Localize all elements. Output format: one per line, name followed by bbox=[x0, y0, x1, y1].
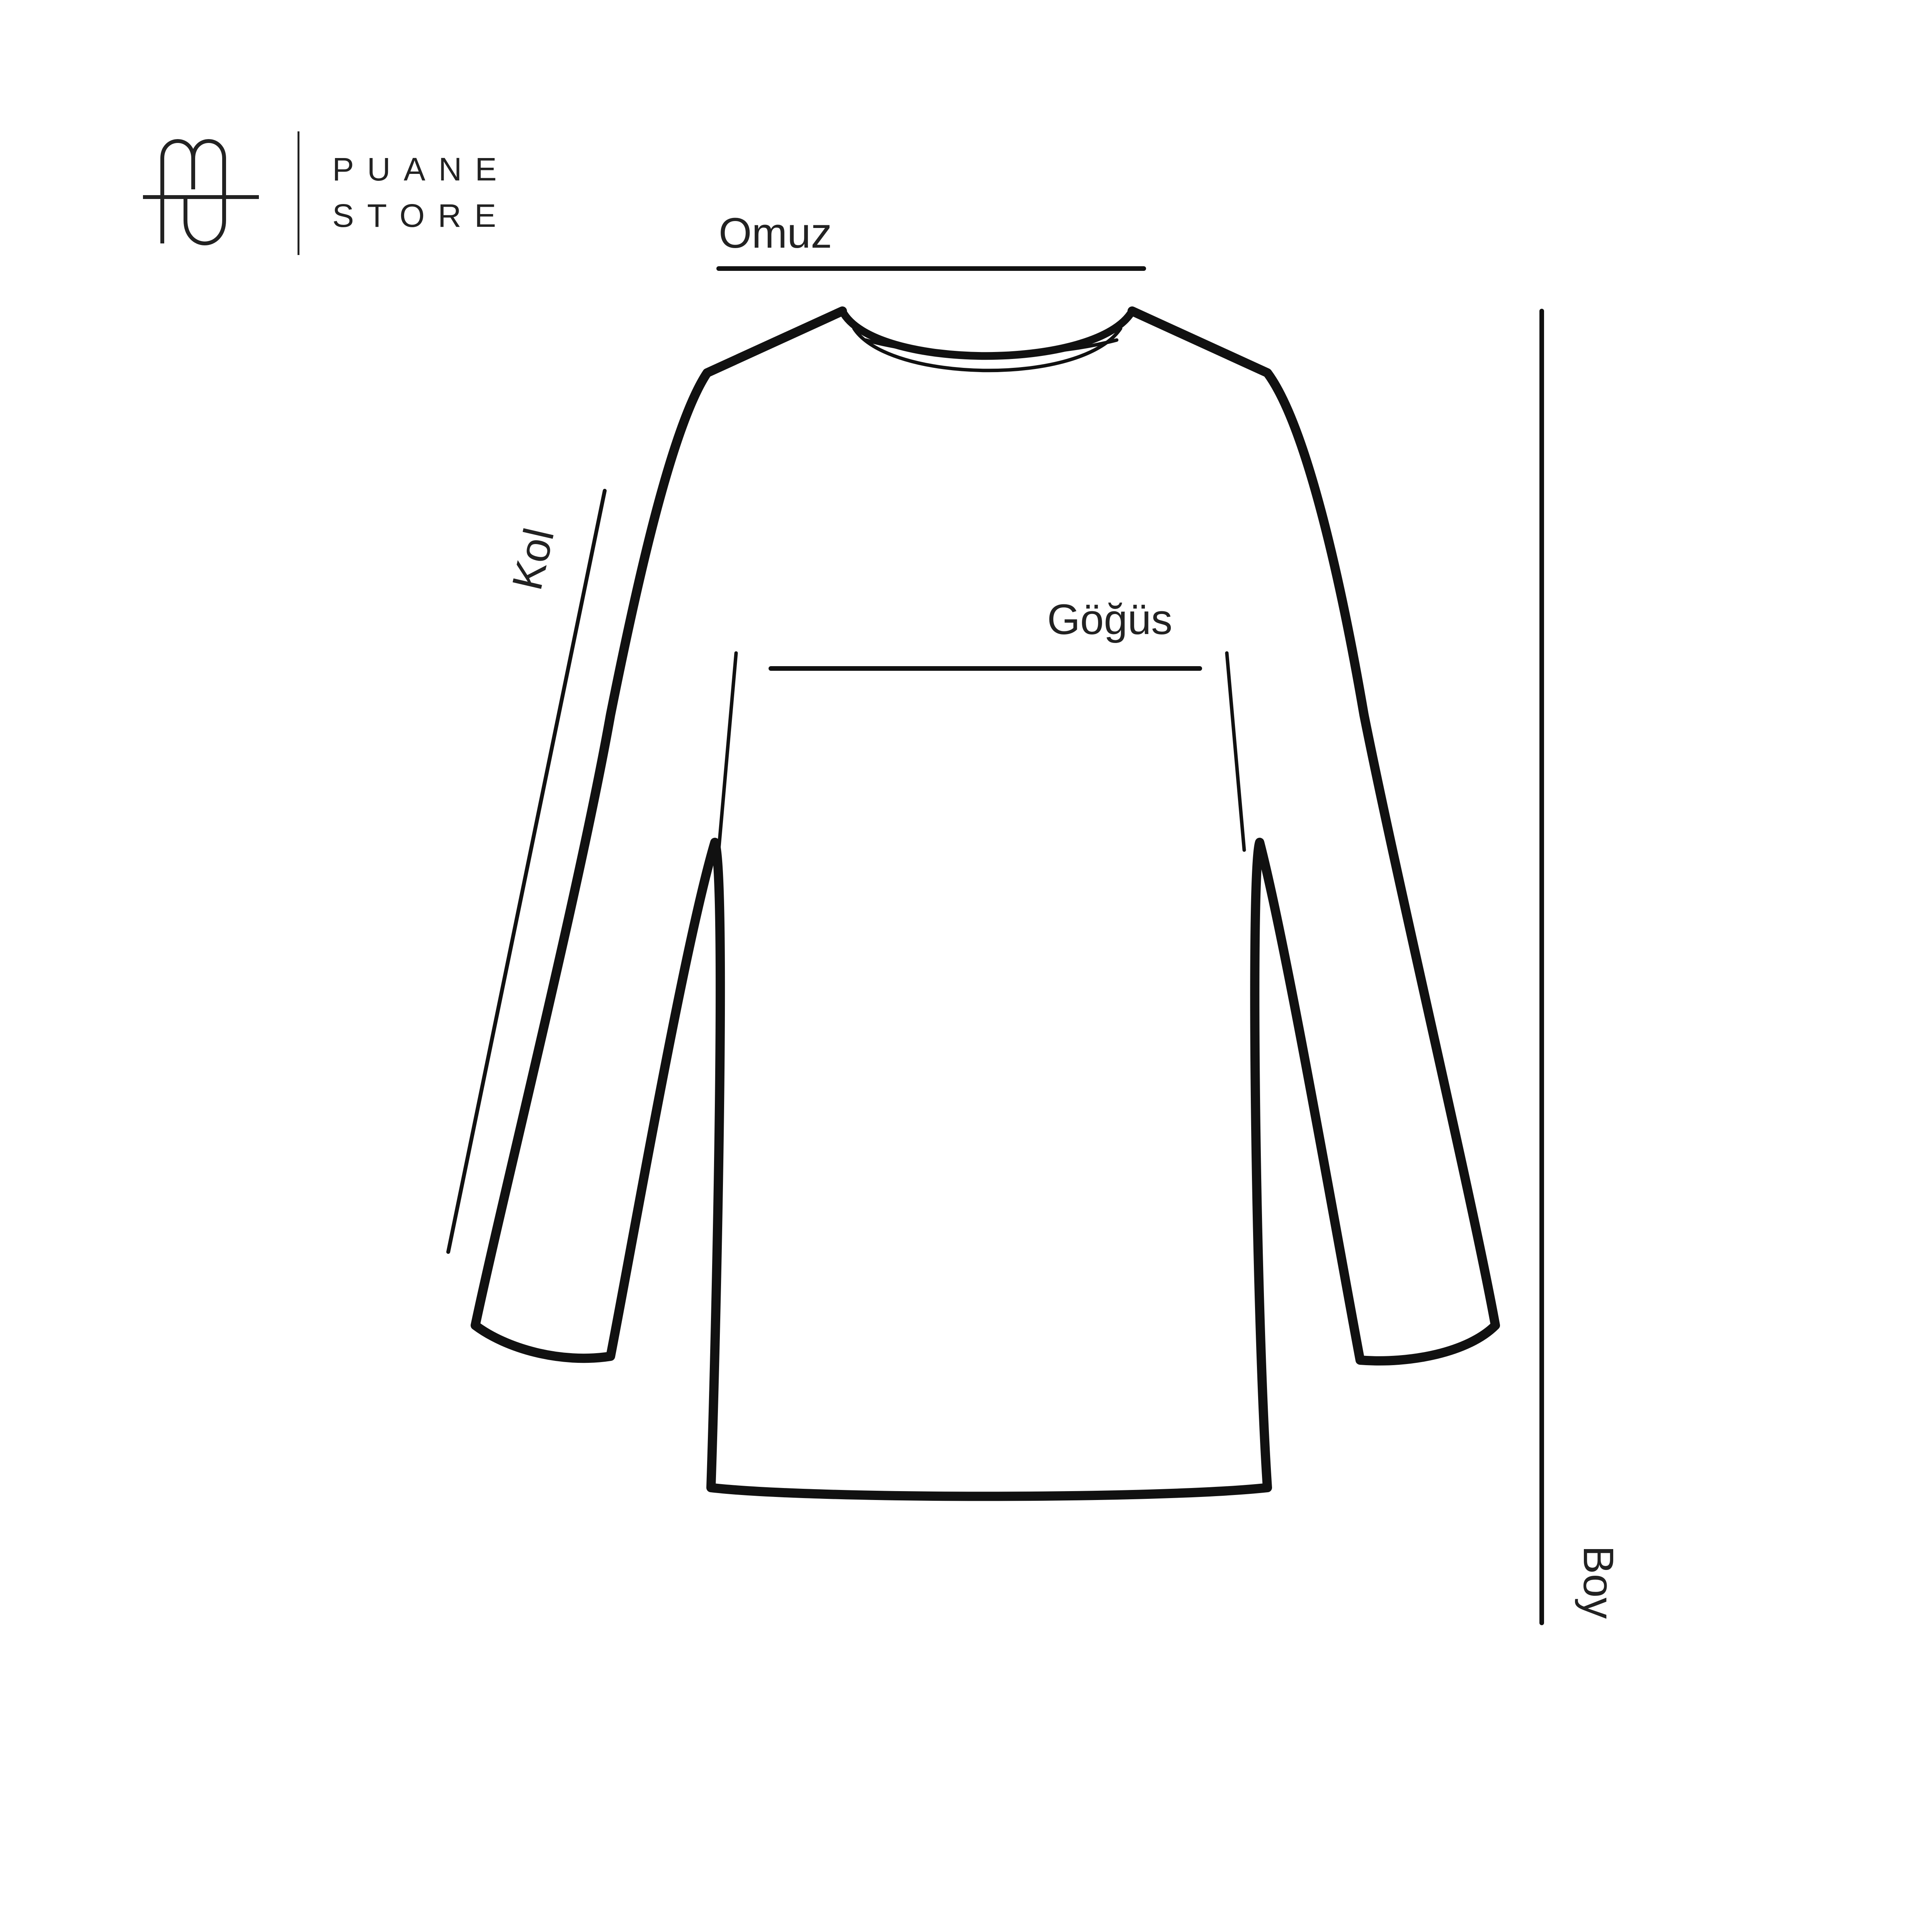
brand-name-line1: PUANE bbox=[332, 151, 510, 187]
boy-label: Boy bbox=[1575, 1546, 1622, 1619]
kol-label: Kol bbox=[503, 524, 563, 595]
neckline bbox=[842, 311, 1132, 356]
garment-outline bbox=[475, 311, 1495, 1497]
omuz-label: Omuz bbox=[719, 209, 832, 257]
brand-name-line2: STORE bbox=[332, 197, 509, 234]
right-side-seam bbox=[1227, 653, 1244, 850]
left-side-seam bbox=[719, 653, 736, 850]
neckline-inner bbox=[854, 328, 1121, 371]
gogus-label: Göğüs bbox=[1047, 596, 1173, 643]
